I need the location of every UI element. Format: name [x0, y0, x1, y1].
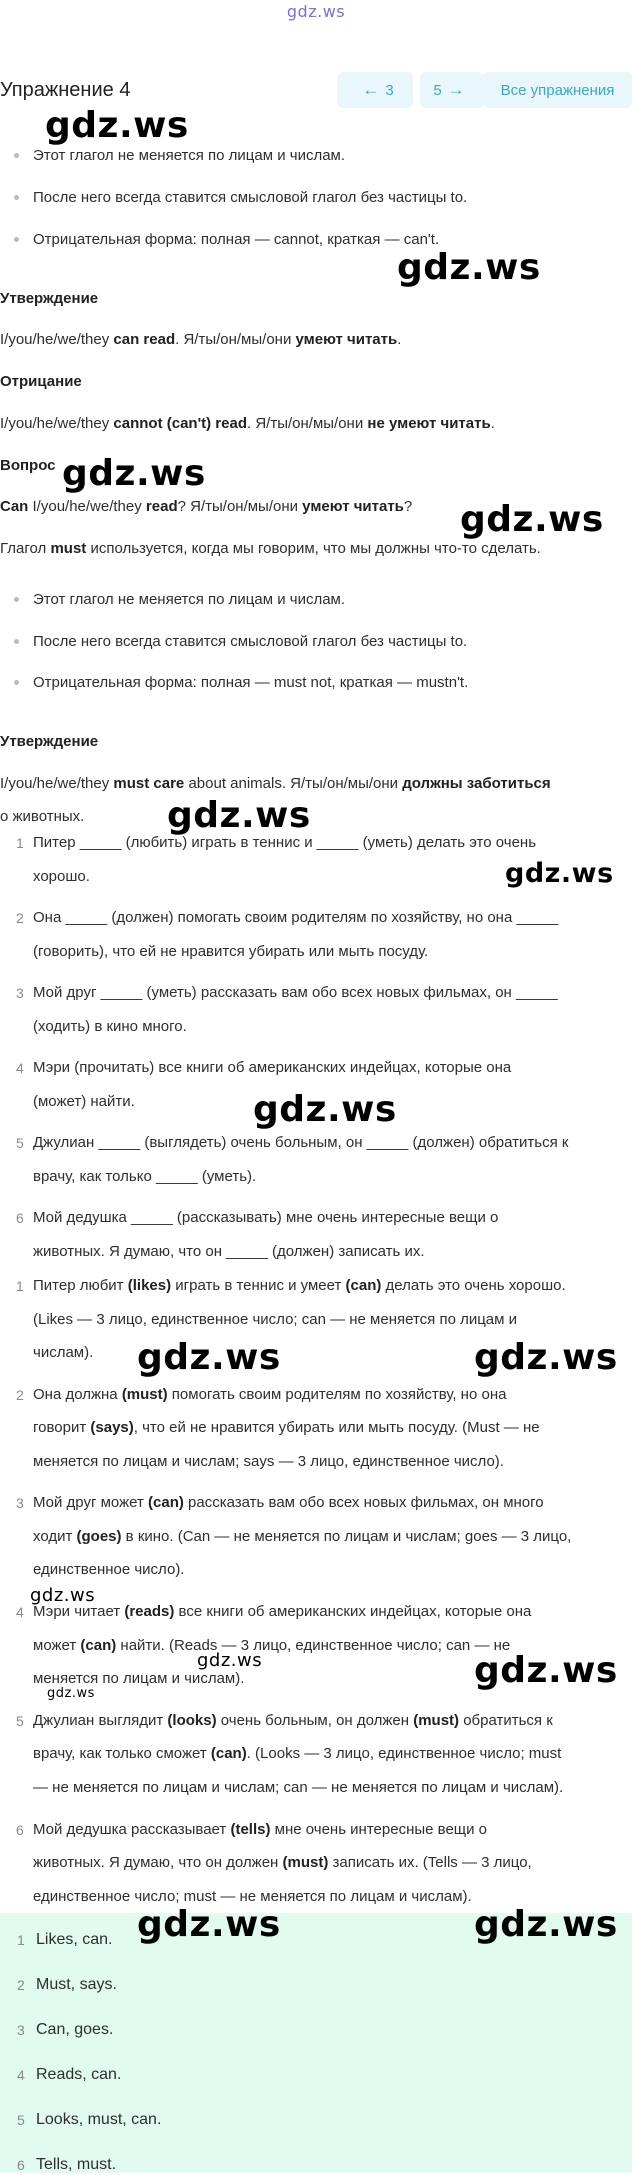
next-exercise-button[interactable] [420, 72, 484, 108]
explanation-number: 1 [16, 1278, 24, 1294]
watermark: gdz.ws [253, 1089, 397, 1130]
task-line: Питер _____ (любить) играть в теннис и _____ (уметь) делать это очень [33, 834, 537, 851]
bullet-dot-icon [14, 597, 21, 604]
answer-number: 6 [17, 2157, 25, 2173]
must-example-line1: I/you/he/we/they must care about animals. Я/ты/он/мы/они должны заботиться [0, 775, 551, 792]
explanation-line: числам). [33, 1344, 94, 1361]
answer-number: 3 [17, 2022, 25, 2038]
question-heading: Вопрос [0, 457, 56, 474]
all-exercises-button[interactable] [483, 72, 632, 108]
explanation-line: единственное число; must — не меняется по лицам и числам). [33, 1888, 472, 1905]
task-line: хорошо. [33, 868, 90, 885]
explanation-line: меняется по лицам и числам; says — 3 лицо, единственное число). [33, 1453, 504, 1470]
watermark: gdz.ws [474, 1650, 618, 1691]
explanation-line: (Likes — 3 лицо, единственное число; can — не меняется по лицам и [33, 1311, 518, 1328]
explanation-number: 4 [16, 1604, 24, 1620]
explanation-line: Джулиан выглядит (looks) очень больным, он должен (must) обратиться к [33, 1712, 553, 1729]
can-negative-example: I/you/he/we/they cannot (can't) read. Я/ты/он/мы/они не умеют читать. [0, 415, 495, 432]
explanation-number: 2 [16, 1387, 24, 1403]
task-number: 6 [16, 1210, 24, 1226]
site-logo[interactable]: gdz.ws [286, 2, 346, 21]
explanation-line: Мэри читает (reads) все книги об американских индейцах, которые она [33, 1603, 532, 1620]
task-number: 1 [16, 835, 24, 851]
watermark: gdz.ws [474, 1904, 618, 1945]
must-intro: Глагол must используется, когда мы говорим, что мы должны что-то сделать. [0, 540, 541, 557]
explanation-line: животных. Я думаю, что он должен (must) записать их. (Tells — 3 лицо, [33, 1854, 532, 1871]
explanation-line: Питер любит (likes) играть в теннис и умеет (can) делать это очень хорошо. [33, 1277, 566, 1294]
explanation-line: — не меняется по лицам и числам; can — не меняется по лицам и числам). [33, 1779, 564, 1796]
answers-box [0, 1913, 632, 2173]
watermark: gdz.ws [197, 1650, 263, 1671]
explanation-line: Она должна (must) помогать своим родителям по хозяйству, но она [33, 1386, 507, 1403]
must-example-line2: о животных. [0, 808, 85, 825]
task-line: (ходить) в кино много. [33, 1018, 187, 1035]
task-line: животных. Я думаю, что он _____ (должен) записать их. [33, 1243, 425, 1260]
explanation-line: Мой дедушка рассказывает (tells) мне очень интересные вещи о [33, 1821, 488, 1838]
task-line: (говорить), что ей не нравится убирать или мыть посуду. [33, 943, 429, 960]
watermark: gdz.ws [30, 1585, 96, 1606]
explanation-line: врачу, как только сможет (can). (Looks — 3 лицо, единственное число; must [33, 1745, 562, 1762]
explanation-line: единственное число). [33, 1561, 185, 1578]
watermark: gdz.ws [505, 858, 614, 889]
negative-heading: Отрицание [0, 373, 82, 390]
prev-exercise-label: 3 [385, 81, 394, 99]
watermark: gdz.ws [167, 795, 311, 836]
answer-item: Looks, must, can. [36, 2111, 162, 2128]
arrow-left-icon: ← [362, 80, 380, 99]
must-affirmative-heading: Утверждение [0, 733, 99, 750]
bullet-dot-icon [14, 639, 21, 646]
watermark: gdz.ws [460, 499, 604, 540]
task-line: Джулиан _____ (выглядеть) очень больным, он _____ (должен) обратиться к [33, 1134, 569, 1151]
can-affirmative-example: I/you/he/we/they can read. Я/ты/он/мы/они умеют читать. [0, 331, 402, 348]
bullet-dot-icon [14, 237, 21, 244]
explanation-line: говорит (says), что ей не нравится убирать или мыть посуду. (Must — не [33, 1419, 540, 1436]
watermark: gdz.ws [62, 453, 206, 494]
answer-number: 5 [17, 2112, 25, 2128]
task-number: 2 [16, 910, 24, 926]
exercise-title: Упражнение 4 [0, 79, 131, 101]
answer-number: 2 [17, 1977, 25, 1993]
answer-item: Reads, can. [36, 2066, 122, 2083]
task-number: 3 [16, 985, 24, 1001]
affirmative-heading: Утверждение [0, 290, 99, 307]
explanation-line: меняется по лицам и числам). [33, 1670, 245, 1687]
arrow-right-icon: → [447, 80, 465, 99]
task-line: Она _____ (должен) помогать своим родителям по хозяйству, но она _____ [33, 909, 559, 926]
explanation-number: 3 [16, 1495, 24, 1511]
watermark: gdz.ws [45, 105, 189, 146]
bullet-dot-icon [14, 680, 21, 687]
task-line: Мой дедушка _____ (рассказывать) мне очень интересные вещи о [33, 1209, 499, 1226]
can-question-example: Can I/you/he/we/they read? Я/ты/он/мы/они умеют читать? [0, 498, 413, 515]
explanation-number: 5 [16, 1713, 24, 1729]
task-line: Мэри (прочитать) все книги об американских индейцах, которые она [33, 1059, 512, 1076]
prev-exercise-button[interactable] [337, 72, 413, 108]
watermark: gdz.ws [474, 1337, 618, 1378]
task-line: (может) найти. [33, 1093, 135, 1110]
explanation-line: ходит (goes) в кино. (Can — не меняется по лицам и числам; goes — 3 лицо, [33, 1528, 572, 1545]
explanation-line: Мой друг может (can) рассказать вам обо всех новых фильмах, он много [33, 1494, 544, 1511]
watermark: gdz.ws [137, 1904, 281, 1945]
answer-item: Likes, can. [36, 1931, 113, 1948]
task-line: врачу, как только _____ (уметь). [33, 1168, 257, 1185]
bullet-dot-icon [14, 153, 21, 160]
answer-item: Can, goes. [36, 2021, 114, 2038]
answer-number: 1 [17, 1932, 25, 1948]
task-number: 5 [16, 1135, 24, 1151]
watermark: gdz.ws [137, 1337, 281, 1378]
task-number: 4 [16, 1060, 24, 1076]
watermark: gdz.ws [397, 247, 541, 288]
all-exercises-label: Все упражнения [500, 81, 615, 99]
bullet-dot-icon [14, 195, 21, 202]
explanation-line: может (can) найти. (Reads — 3 лицо, единственное число; can — не [33, 1637, 511, 1654]
explanation-number: 6 [16, 1822, 24, 1838]
answer-item: Must, says. [36, 1976, 117, 1993]
task-line: Мой друг _____ (уметь) рассказать вам обо всех новых фильмах, он _____ [33, 984, 558, 1001]
answer-item: Tells, must. [36, 2156, 117, 2173]
answer-number: 4 [17, 2067, 25, 2083]
watermark: gdz.ws [47, 1686, 95, 1701]
next-exercise-label: 5 [433, 81, 442, 99]
